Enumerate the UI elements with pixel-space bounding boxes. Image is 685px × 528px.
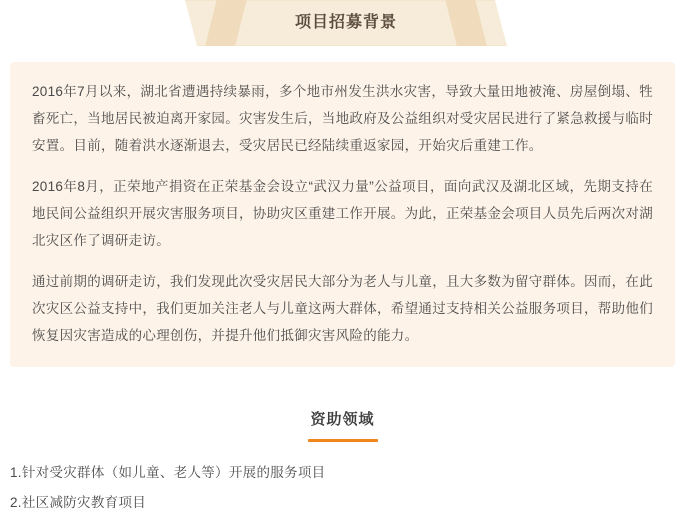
accent-underline xyxy=(308,439,378,442)
list-item: 1.针对受灾群体（如儿童、老人等）开展的服务项目 xyxy=(10,465,326,480)
list-item: 2.社区减防灾教育项目 xyxy=(10,495,147,510)
funding-section-header xyxy=(0,408,685,442)
paragraph: 通过前期的调研走访，我们发现此次受灾居民大部分为老人与儿童，且大多数为留守群体。因而，在此次灾区公益支持中，我们更加关注老人与儿童这两大群体，希望通过支持相关公益服务项目，帮助他们恢复因灾害造成的心理创伤，并提升他们抵御灾害风险的能力。 xyxy=(32,274,653,343)
section-banner xyxy=(0,0,685,58)
paragraph: 2016年7月以来，湖北省遭遇持续暴雨，多个地市州发生洪水灾害，导致大量田地被淹、房屋倒塌、牲畜死亡，当地居民被迫离开家园。灾害发生后，当地政府及公益组织对受灾居民进行了紧急救援与临时安置。目前，随着洪水逐渐退去，受灾居民已经陆续重返家园，开始灾后重建工作。 xyxy=(32,84,653,153)
section-title: 项目招募背景 xyxy=(294,14,397,31)
paragraph: 2016年8月，正荣地产捐资在正荣基金会设立“武汉力量”公益项目，面向武汉及湖北区域，先期支持在地民间公益组织开展灾害服务项目，协助灾区重建工作开展。为此，正荣基金会项目人员先后两次对湖北灾区作了调研走访。 xyxy=(32,179,653,248)
background-text-panel xyxy=(10,62,675,367)
funding-area-list xyxy=(10,458,670,518)
funding-title: 资助领域 xyxy=(310,411,375,428)
